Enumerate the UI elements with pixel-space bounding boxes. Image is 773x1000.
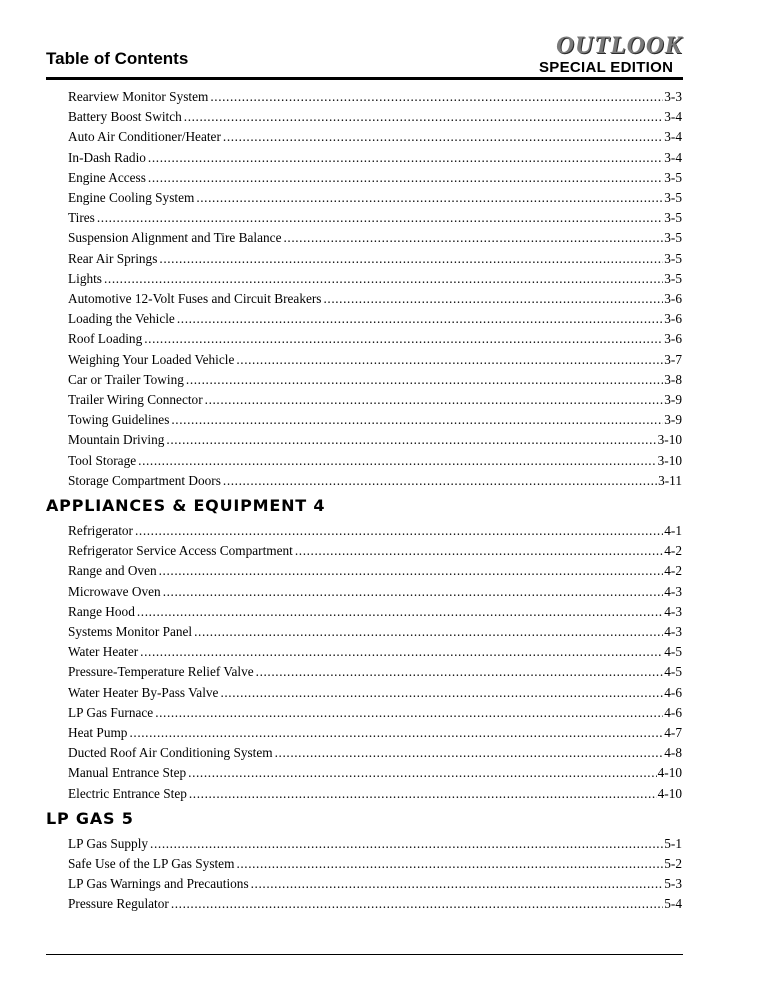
toc-entry-title: Battery Boost Switch: [68, 109, 182, 124]
toc-entry-title: Range Hood: [68, 604, 135, 619]
toc-entry[interactable]: [68, 290, 682, 308]
dot-leader: [171, 411, 663, 429]
dot-leader: [205, 391, 664, 409]
toc-entry-title: Heat Pump: [68, 725, 128, 740]
toc-entry-title: Car or Trailer Towing: [68, 372, 184, 387]
toc-entry-page: 3-8: [664, 372, 682, 387]
toc-entry-page: 4-3: [664, 584, 682, 599]
toc-entry[interactable]: [68, 88, 682, 106]
toc-entry[interactable]: [68, 684, 682, 702]
section-heading: APPLIANCES & EQUIPMENT 4: [46, 496, 326, 515]
toc-entry-page: 4-1: [664, 523, 682, 538]
toc-entry-page: 5-2: [664, 856, 682, 871]
toc-entry[interactable]: [68, 663, 682, 681]
toc-entry-title: Lights: [68, 271, 102, 286]
dot-leader: [210, 88, 663, 106]
toc-entry[interactable]: [68, 542, 682, 560]
toc-entry-page: 3-4: [664, 150, 682, 165]
toc-entry-title: Loading the Vehicle: [68, 311, 175, 326]
dot-leader: [166, 431, 656, 449]
toc-entry-page: 4-2: [664, 543, 682, 558]
toc-entry-page: 3-5: [664, 210, 682, 225]
dot-leader: [104, 270, 663, 288]
toc-entry-title: Rearview Monitor System: [68, 89, 209, 104]
toc-entry-title: Mountain Driving: [68, 432, 165, 447]
toc-entry[interactable]: [68, 310, 682, 328]
dot-leader: [223, 472, 657, 490]
toc-entry-title: Rear Air Springs: [68, 251, 158, 266]
toc-entry[interactable]: [68, 724, 682, 742]
dot-leader: [283, 229, 663, 247]
dot-leader: [236, 855, 663, 873]
dot-leader: [256, 663, 664, 681]
toc-entry-page: 3-9: [664, 392, 682, 407]
toc-entry-title: LP Gas Furnace: [68, 705, 154, 720]
toc-entry-page: 4-7: [664, 725, 682, 740]
toc-entry[interactable]: [68, 835, 682, 853]
dot-leader: [251, 875, 664, 893]
toc-entry[interactable]: [68, 623, 682, 641]
toc-entry[interactable]: [68, 371, 682, 389]
dot-leader: [171, 895, 663, 913]
toc-entry[interactable]: [68, 250, 682, 268]
toc-entry[interactable]: [68, 875, 682, 893]
toc-entry-page: 5-4: [664, 896, 682, 911]
toc-entry-title: Refrigerator Service Access Compartment: [68, 543, 293, 558]
toc-entry-title: Refrigerator: [68, 523, 133, 538]
toc-entry-page: 4-3: [664, 624, 682, 639]
toc-entry-title: LP Gas Warnings and Precautions: [68, 876, 249, 891]
toc-entry-page: 3-4: [664, 129, 682, 144]
toc-entry-title: Range and Oven: [68, 563, 157, 578]
toc-entry-title: Storage Compartment Doors: [68, 473, 221, 488]
dot-leader: [135, 522, 663, 540]
toc-entry-title: Automotive 12-Volt Fuses and Circuit Breakers: [68, 291, 322, 306]
dot-leader: [144, 330, 663, 348]
dot-leader: [275, 744, 664, 762]
toc-entry-page: 4-5: [664, 644, 682, 659]
dot-leader: [97, 209, 663, 227]
dot-leader: [220, 684, 663, 702]
dot-leader: [140, 643, 663, 661]
dot-leader: [163, 583, 664, 601]
toc-entry[interactable]: [68, 764, 682, 782]
toc-entry[interactable]: [68, 229, 682, 247]
dot-leader: [150, 835, 663, 853]
dot-leader: [295, 542, 663, 560]
toc-entry-title: Ducted Roof Air Conditioning System: [68, 745, 273, 760]
toc-entry-page: 3-6: [664, 331, 682, 346]
toc-entry-page: 4-10: [657, 786, 682, 801]
toc-entry-title: Auto Air Conditioner/Heater: [68, 129, 221, 144]
dot-leader: [159, 250, 663, 268]
toc-entry-page: 3-7: [664, 352, 682, 367]
toc-entry[interactable]: [68, 330, 682, 348]
toc-entry-page: 3-5: [664, 190, 682, 205]
dot-leader: [236, 351, 663, 369]
toc-entry-title: Safe Use of the LP Gas System: [68, 856, 235, 871]
toc-entry-page: 3-5: [664, 230, 682, 245]
toc-entry-page: 3-10: [657, 432, 682, 447]
dot-leader: [177, 310, 663, 328]
toc-entry-title: Tires: [68, 210, 95, 225]
toc-entry[interactable]: [68, 149, 682, 167]
toc-entry[interactable]: [68, 209, 682, 227]
toc-entry[interactable]: [68, 411, 682, 429]
dot-leader: [148, 169, 663, 187]
toc-entry-title: Engine Access: [68, 170, 146, 185]
toc-entry[interactable]: [68, 472, 682, 490]
dot-leader: [148, 149, 663, 167]
toc-entry-title: Trailer Wiring Connector: [68, 392, 203, 407]
toc-entry-title: Pressure Regulator: [68, 896, 169, 911]
toc-entry-title: Suspension Alignment and Tire Balance: [68, 230, 282, 245]
dot-leader: [137, 603, 663, 621]
dot-leader: [186, 371, 663, 389]
dot-leader: [323, 290, 663, 308]
toc-entry[interactable]: [68, 522, 682, 540]
dot-leader: [189, 785, 657, 803]
toc-entry-page: 4-10: [657, 765, 682, 780]
dot-leader: [188, 764, 656, 782]
page-title: Table of Contents: [46, 49, 189, 68]
toc-entry-title: Roof Loading: [68, 331, 143, 346]
toc-entry-title: Tool Storage: [68, 453, 137, 468]
outlook-logo: [535, 32, 685, 78]
toc-entry-title: Microwave Oven: [68, 584, 161, 599]
toc-entry-page: 3-6: [664, 291, 682, 306]
toc-entry[interactable]: [68, 391, 682, 409]
toc-entry[interactable]: [68, 895, 682, 913]
toc-entry[interactable]: [68, 603, 682, 621]
toc-entry[interactable]: [68, 583, 682, 601]
toc-entry-title: Electric Entrance Step: [68, 786, 187, 801]
toc-entry-page: 4-6: [664, 705, 682, 720]
dot-leader: [184, 108, 664, 126]
toc-entry-page: 3-4: [664, 109, 682, 124]
logo-word: OUTLOOK: [556, 32, 683, 59]
toc-entry-page: 3-11: [658, 473, 682, 488]
dot-leader: [223, 128, 663, 146]
toc-entry-title: Manual Entrance Step: [68, 765, 187, 780]
toc-entry-page: 3-3: [664, 89, 682, 104]
toc-entry[interactable]: [68, 189, 682, 207]
toc-entry[interactable]: [68, 855, 682, 873]
toc-entry[interactable]: [68, 169, 682, 187]
dot-leader: [129, 724, 663, 742]
toc-entry-title: In-Dash Radio: [68, 150, 146, 165]
logo-subtitle: SPECIAL EDITION: [539, 59, 674, 76]
dot-leader: [194, 623, 663, 641]
toc-entry-page: 3-10: [657, 453, 682, 468]
toc-entry[interactable]: [68, 744, 682, 762]
toc-entry[interactable]: [68, 108, 682, 126]
header-rule: [46, 77, 683, 80]
toc-entry-title: Weighing Your Loaded Vehicle: [68, 352, 235, 367]
toc-entry-page: 3-6: [664, 311, 682, 326]
toc-entry[interactable]: [68, 643, 682, 661]
toc-entry[interactable]: [68, 785, 682, 803]
toc-entry[interactable]: [68, 562, 682, 580]
toc-entry-title: Pressure-Temperature Relief Valve: [68, 664, 254, 679]
toc-entry-page: 4-6: [664, 685, 682, 700]
toc-entry-title: Systems Monitor Panel: [68, 624, 193, 639]
toc-entry-page: 3-5: [664, 170, 682, 185]
toc-entry[interactable]: [68, 270, 682, 288]
footer-rule: [46, 954, 683, 955]
toc-entry-page: 4-5: [664, 664, 682, 679]
toc-entry-page: 3-9: [664, 412, 682, 427]
dot-leader: [159, 562, 664, 580]
toc-entry-page: 4-8: [664, 745, 682, 760]
toc-entry-title: Water Heater By-Pass Valve: [68, 685, 219, 700]
toc-entry-page: 3-5: [664, 271, 682, 286]
dot-leader: [155, 704, 663, 722]
toc-entry-page: 5-1: [664, 836, 682, 851]
dot-leader: [196, 189, 663, 207]
toc-entry-page: 4-3: [664, 604, 682, 619]
toc-entry-title: LP Gas Supply: [68, 836, 149, 851]
toc-entry-page: 5-3: [664, 876, 682, 891]
toc-entry-title: Engine Cooling System: [68, 190, 195, 205]
dot-leader: [138, 452, 656, 470]
toc-entry[interactable]: [68, 431, 682, 449]
section-heading: LP GAS 5: [46, 808, 134, 828]
toc-entry[interactable]: [68, 452, 682, 470]
toc-entry-page: 3-5: [664, 251, 682, 266]
toc-entry-title: Water Heater: [68, 644, 139, 659]
toc-entry[interactable]: [68, 351, 682, 369]
toc-entry[interactable]: [68, 704, 682, 722]
toc-entry-page: 4-2: [664, 563, 682, 578]
toc-entry-title: Towing Guidelines: [68, 412, 170, 427]
toc-entry[interactable]: [68, 128, 682, 146]
